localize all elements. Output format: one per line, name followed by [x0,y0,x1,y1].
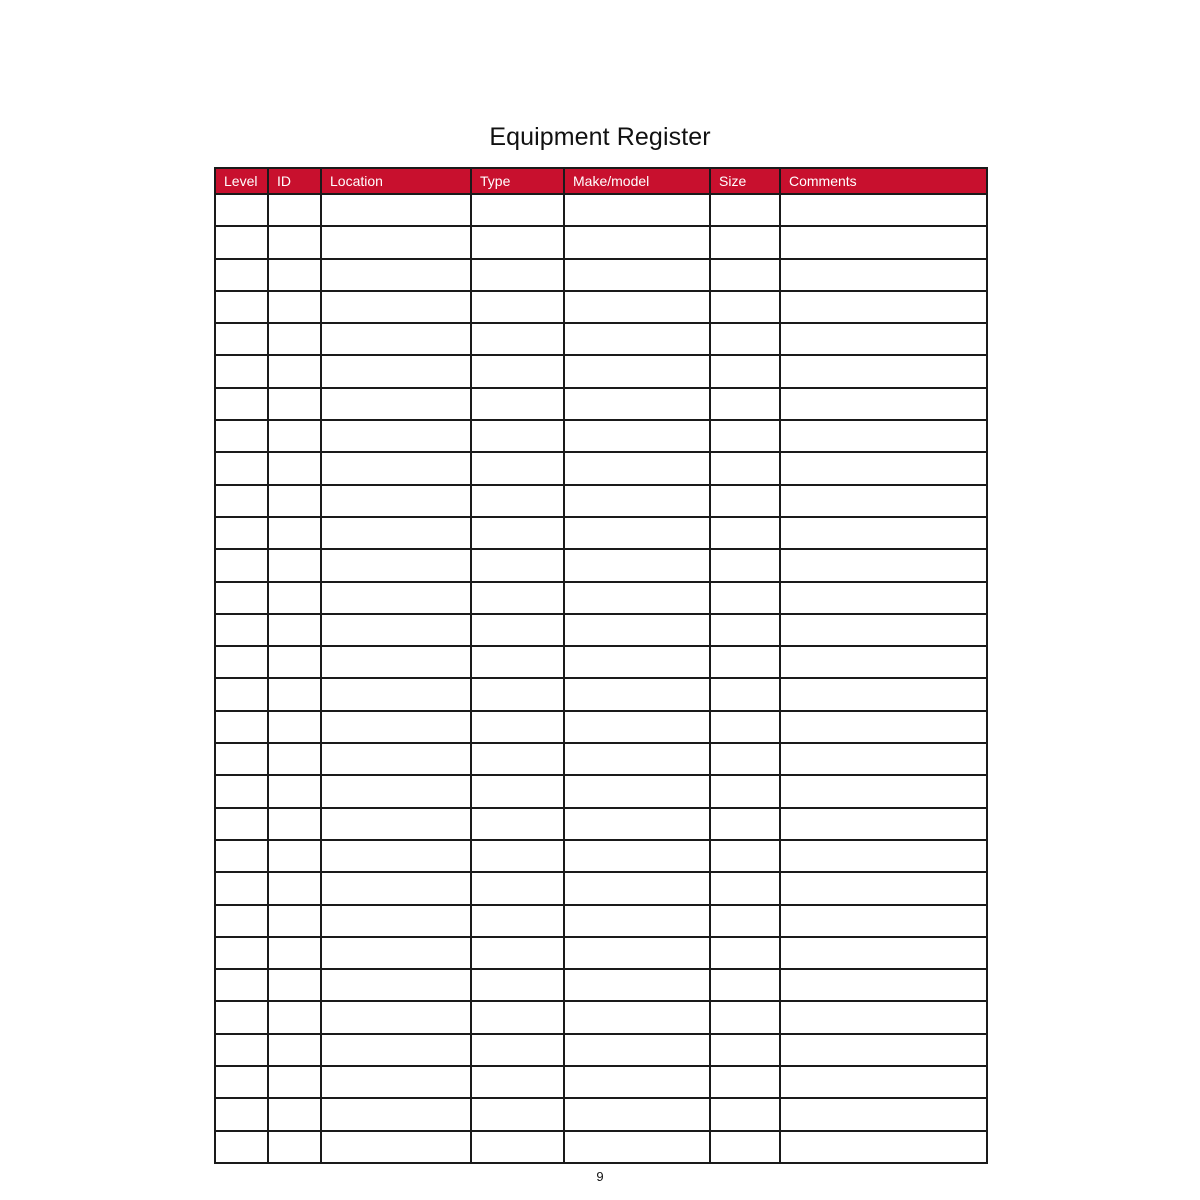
blank-cell-size[interactable] [710,549,780,581]
blank-cell-comments[interactable] [780,420,987,452]
blank-cell-level[interactable] [215,969,268,1001]
column-header-make-model: Make/model [564,168,710,194]
page-number: 9 [596,1169,604,1184]
blank-cell-id[interactable] [268,549,321,581]
blank-cell-location[interactable] [321,872,471,904]
blank-cell-type[interactable] [471,517,564,549]
blank-cell-id[interactable] [268,452,321,484]
blank-cell-type[interactable] [471,872,564,904]
blank-cell-type[interactable] [471,582,564,614]
blank-cell-location[interactable] [321,743,471,775]
table-row [215,420,987,452]
blank-cell-type[interactable] [471,452,564,484]
table-row [215,259,987,291]
blank-cell-size[interactable] [710,678,780,710]
column-header-comments: Comments [780,168,987,194]
blank-cell-id[interactable] [268,905,321,937]
blank-cell-comments[interactable] [780,259,987,291]
table-row [215,1131,987,1163]
blank-cell-level[interactable] [215,194,268,226]
blank-cell-level[interactable] [215,646,268,678]
blank-cell-comments[interactable] [780,1001,987,1033]
table-row [215,291,987,323]
blank-cell-location[interactable] [321,388,471,420]
blank-cell-size[interactable] [710,1131,780,1163]
blank-cell-type[interactable] [471,808,564,840]
blank-cell-level[interactable] [215,872,268,904]
blank-cell-make-model[interactable] [564,872,710,904]
blank-cell-type[interactable] [471,905,564,937]
table-row [215,614,987,646]
table-row [215,905,987,937]
blank-cell-id[interactable] [268,388,321,420]
blank-cell-location[interactable] [321,194,471,226]
blank-cell-id[interactable] [268,743,321,775]
table-row [215,646,987,678]
table-row [215,678,987,710]
blank-cell-size[interactable] [710,1001,780,1033]
blank-cell-level[interactable] [215,549,268,581]
blank-cell-type[interactable] [471,1098,564,1130]
blank-cell-comments[interactable] [780,1098,987,1130]
column-header-size: Size [710,168,780,194]
blank-cell-id[interactable] [268,840,321,872]
table-row [215,582,987,614]
table-row [215,872,987,904]
blank-cell-comments[interactable] [780,614,987,646]
blank-cell-id[interactable] [268,420,321,452]
blank-cell-id[interactable] [268,646,321,678]
blank-cell-location[interactable] [321,259,471,291]
page-title: Equipment Register [489,123,711,151]
blank-cell-comments[interactable] [780,355,987,387]
blank-cell-make-model[interactable] [564,323,710,355]
blank-cell-level[interactable] [215,808,268,840]
blank-cell-size[interactable] [710,808,780,840]
blank-cell-make-model[interactable] [564,743,710,775]
blank-cell-size[interactable] [710,937,780,969]
table-row [215,323,987,355]
blank-cell-id[interactable] [268,1098,321,1130]
blank-cell-location[interactable] [321,840,471,872]
blank-cell-id[interactable] [268,485,321,517]
table-row [215,226,987,258]
blank-cell-make-model[interactable] [564,485,710,517]
blank-cell-size[interactable] [710,259,780,291]
blank-cell-type[interactable] [471,711,564,743]
blank-cell-level[interactable] [215,388,268,420]
blank-cell-id[interactable] [268,259,321,291]
blank-cell-id[interactable] [268,1034,321,1066]
blank-cell-type[interactable] [471,226,564,258]
blank-cell-make-model[interactable] [564,226,710,258]
table-row [215,1034,987,1066]
blank-cell-comments[interactable] [780,937,987,969]
table-row [215,388,987,420]
blank-cell-comments[interactable] [780,517,987,549]
table-body [215,194,987,1163]
blank-cell-location[interactable] [321,905,471,937]
blank-cell-size[interactable] [710,388,780,420]
column-header-level: Level [215,168,268,194]
blank-cell-location[interactable] [321,323,471,355]
blank-cell-type[interactable] [471,614,564,646]
blank-cell-level[interactable] [215,517,268,549]
blank-cell-comments[interactable] [780,646,987,678]
table-row [215,840,987,872]
blank-cell-comments[interactable] [780,775,987,807]
blank-cell-type[interactable] [471,259,564,291]
blank-cell-comments[interactable] [780,485,987,517]
blank-cell-size[interactable] [710,452,780,484]
blank-cell-level[interactable] [215,1098,268,1130]
blank-cell-make-model[interactable] [564,259,710,291]
table-row [215,355,987,387]
blank-cell-comments[interactable] [780,872,987,904]
blank-cell-make-model[interactable] [564,1001,710,1033]
table-header-row [215,168,987,194]
blank-cell-id[interactable] [268,1131,321,1163]
blank-cell-comments[interactable] [780,323,987,355]
blank-cell-location[interactable] [321,678,471,710]
blank-cell-make-model[interactable] [564,646,710,678]
blank-cell-type[interactable] [471,969,564,1001]
table-row [215,1098,987,1130]
blank-cell-make-model[interactable] [564,678,710,710]
blank-cell-level[interactable] [215,840,268,872]
blank-cell-size[interactable] [710,840,780,872]
blank-cell-location[interactable] [321,485,471,517]
blank-cell-make-model[interactable] [564,711,710,743]
table-row [215,743,987,775]
blank-cell-comments[interactable] [780,743,987,775]
blank-cell-location[interactable] [321,969,471,1001]
blank-cell-make-model[interactable] [564,291,710,323]
blank-cell-level[interactable] [215,291,268,323]
blank-cell-location[interactable] [321,808,471,840]
blank-cell-level[interactable] [215,1034,268,1066]
blank-cell-make-model[interactable] [564,808,710,840]
blank-cell-level[interactable] [215,259,268,291]
blank-cell-comments[interactable] [780,388,987,420]
blank-cell-id[interactable] [268,808,321,840]
blank-cell-size[interactable] [710,582,780,614]
blank-cell-type[interactable] [471,355,564,387]
blank-cell-size[interactable] [710,743,780,775]
blank-cell-type[interactable] [471,937,564,969]
blank-cell-size[interactable] [710,1034,780,1066]
blank-cell-comments[interactable] [780,711,987,743]
blank-cell-size[interactable] [710,646,780,678]
blank-cell-make-model[interactable] [564,517,710,549]
table-row [215,808,987,840]
blank-cell-location[interactable] [321,420,471,452]
blank-cell-size[interactable] [710,226,780,258]
blank-cell-size[interactable] [710,194,780,226]
blank-cell-location[interactable] [321,1001,471,1033]
blank-cell-comments[interactable] [780,549,987,581]
blank-cell-id[interactable] [268,1066,321,1098]
blank-cell-comments[interactable] [780,1034,987,1066]
blank-cell-level[interactable] [215,1066,268,1098]
blank-cell-level[interactable] [215,614,268,646]
blank-cell-size[interactable] [710,711,780,743]
blank-cell-level[interactable] [215,775,268,807]
blank-cell-location[interactable] [321,711,471,743]
blank-cell-make-model[interactable] [564,1098,710,1130]
blank-cell-id[interactable] [268,323,321,355]
blank-cell-type[interactable] [471,388,564,420]
table-row [215,485,987,517]
blank-cell-size[interactable] [710,775,780,807]
blank-cell-make-model[interactable] [564,969,710,1001]
blank-cell-location[interactable] [321,1131,471,1163]
blank-cell-type[interactable] [471,678,564,710]
blank-cell-comments[interactable] [780,194,987,226]
blank-cell-location[interactable] [321,1034,471,1066]
blank-cell-comments[interactable] [780,291,987,323]
blank-cell-location[interactable] [321,614,471,646]
blank-cell-type[interactable] [471,420,564,452]
blank-cell-comments[interactable] [780,1131,987,1163]
blank-cell-id[interactable] [268,711,321,743]
blank-cell-make-model[interactable] [564,614,710,646]
column-header-id: ID [268,168,321,194]
blank-cell-location[interactable] [321,1066,471,1098]
blank-cell-make-model[interactable] [564,452,710,484]
blank-cell-location[interactable] [321,549,471,581]
blank-cell-type[interactable] [471,549,564,581]
blank-cell-size[interactable] [710,872,780,904]
blank-cell-id[interactable] [268,775,321,807]
table-row [215,549,987,581]
blank-cell-comments[interactable] [780,582,987,614]
blank-cell-make-model[interactable] [564,840,710,872]
blank-cell-make-model[interactable] [564,549,710,581]
blank-cell-comments[interactable] [780,969,987,1001]
blank-cell-level[interactable] [215,323,268,355]
blank-cell-location[interactable] [321,775,471,807]
blank-cell-id[interactable] [268,194,321,226]
blank-cell-size[interactable] [710,1066,780,1098]
blank-cell-level[interactable] [215,582,268,614]
table-row [215,969,987,1001]
blank-cell-type[interactable] [471,291,564,323]
table-row [215,937,987,969]
blank-cell-location[interactable] [321,355,471,387]
blank-cell-location[interactable] [321,452,471,484]
blank-cell-make-model[interactable] [564,1066,710,1098]
blank-cell-level[interactable] [215,1001,268,1033]
blank-cell-level[interactable] [215,1131,268,1163]
blank-cell-make-model[interactable] [564,937,710,969]
blank-cell-size[interactable] [710,291,780,323]
equipment-register-table [214,167,988,1164]
blank-cell-size[interactable] [710,323,780,355]
blank-cell-size[interactable] [710,614,780,646]
blank-cell-size[interactable] [710,420,780,452]
blank-cell-level[interactable] [215,355,268,387]
blank-cell-size[interactable] [710,1098,780,1130]
blank-cell-id[interactable] [268,291,321,323]
blank-cell-comments[interactable] [780,905,987,937]
blank-cell-comments[interactable] [780,1066,987,1098]
blank-cell-make-model[interactable] [564,420,710,452]
table-row [215,775,987,807]
blank-cell-comments[interactable] [780,226,987,258]
blank-cell-level[interactable] [215,743,268,775]
table-row [215,1066,987,1098]
blank-cell-id[interactable] [268,355,321,387]
blank-cell-make-model[interactable] [564,775,710,807]
blank-cell-size[interactable] [710,355,780,387]
blank-cell-id[interactable] [268,517,321,549]
blank-cell-type[interactable] [471,1066,564,1098]
blank-cell-type[interactable] [471,743,564,775]
blank-cell-level[interactable] [215,226,268,258]
blank-cell-comments[interactable] [780,840,987,872]
column-header-type: Type [471,168,564,194]
blank-cell-type[interactable] [471,840,564,872]
blank-cell-location[interactable] [321,646,471,678]
blank-cell-make-model[interactable] [564,905,710,937]
blank-cell-size[interactable] [710,485,780,517]
blank-cell-id[interactable] [268,937,321,969]
blank-cell-id[interactable] [268,872,321,904]
blank-cell-level[interactable] [215,678,268,710]
blank-cell-location[interactable] [321,226,471,258]
blank-cell-level[interactable] [215,711,268,743]
blank-cell-make-model[interactable] [564,388,710,420]
blank-cell-make-model[interactable] [564,1131,710,1163]
blank-cell-comments[interactable] [780,678,987,710]
blank-cell-location[interactable] [321,1098,471,1130]
blank-cell-level[interactable] [215,485,268,517]
blank-cell-type[interactable] [471,1131,564,1163]
blank-cell-id[interactable] [268,226,321,258]
column-header-location: Location [321,168,471,194]
table-row [215,452,987,484]
table-row [215,711,987,743]
blank-cell-level[interactable] [215,905,268,937]
blank-cell-size[interactable] [710,905,780,937]
table-row [215,194,987,226]
blank-cell-comments[interactable] [780,808,987,840]
blank-cell-make-model[interactable] [564,582,710,614]
blank-cell-type[interactable] [471,485,564,517]
table-row [215,1001,987,1033]
blank-cell-type[interactable] [471,1034,564,1066]
blank-cell-location[interactable] [321,517,471,549]
blank-cell-level[interactable] [215,420,268,452]
blank-cell-id[interactable] [268,678,321,710]
blank-cell-location[interactable] [321,582,471,614]
blank-cell-type[interactable] [471,646,564,678]
blank-cell-make-model[interactable] [564,1034,710,1066]
blank-cell-id[interactable] [268,1001,321,1033]
blank-cell-make-model[interactable] [564,355,710,387]
blank-cell-size[interactable] [710,517,780,549]
blank-cell-id[interactable] [268,614,321,646]
blank-cell-id[interactable] [268,969,321,1001]
blank-cell-location[interactable] [321,937,471,969]
blank-cell-type[interactable] [471,775,564,807]
blank-cell-level[interactable] [215,452,268,484]
blank-cell-make-model[interactable] [564,194,710,226]
blank-cell-type[interactable] [471,323,564,355]
table-row [215,517,987,549]
blank-cell-location[interactable] [321,291,471,323]
blank-cell-id[interactable] [268,582,321,614]
blank-cell-type[interactable] [471,194,564,226]
blank-cell-type[interactable] [471,1001,564,1033]
blank-cell-size[interactable] [710,969,780,1001]
blank-cell-level[interactable] [215,937,268,969]
blank-cell-comments[interactable] [780,452,987,484]
